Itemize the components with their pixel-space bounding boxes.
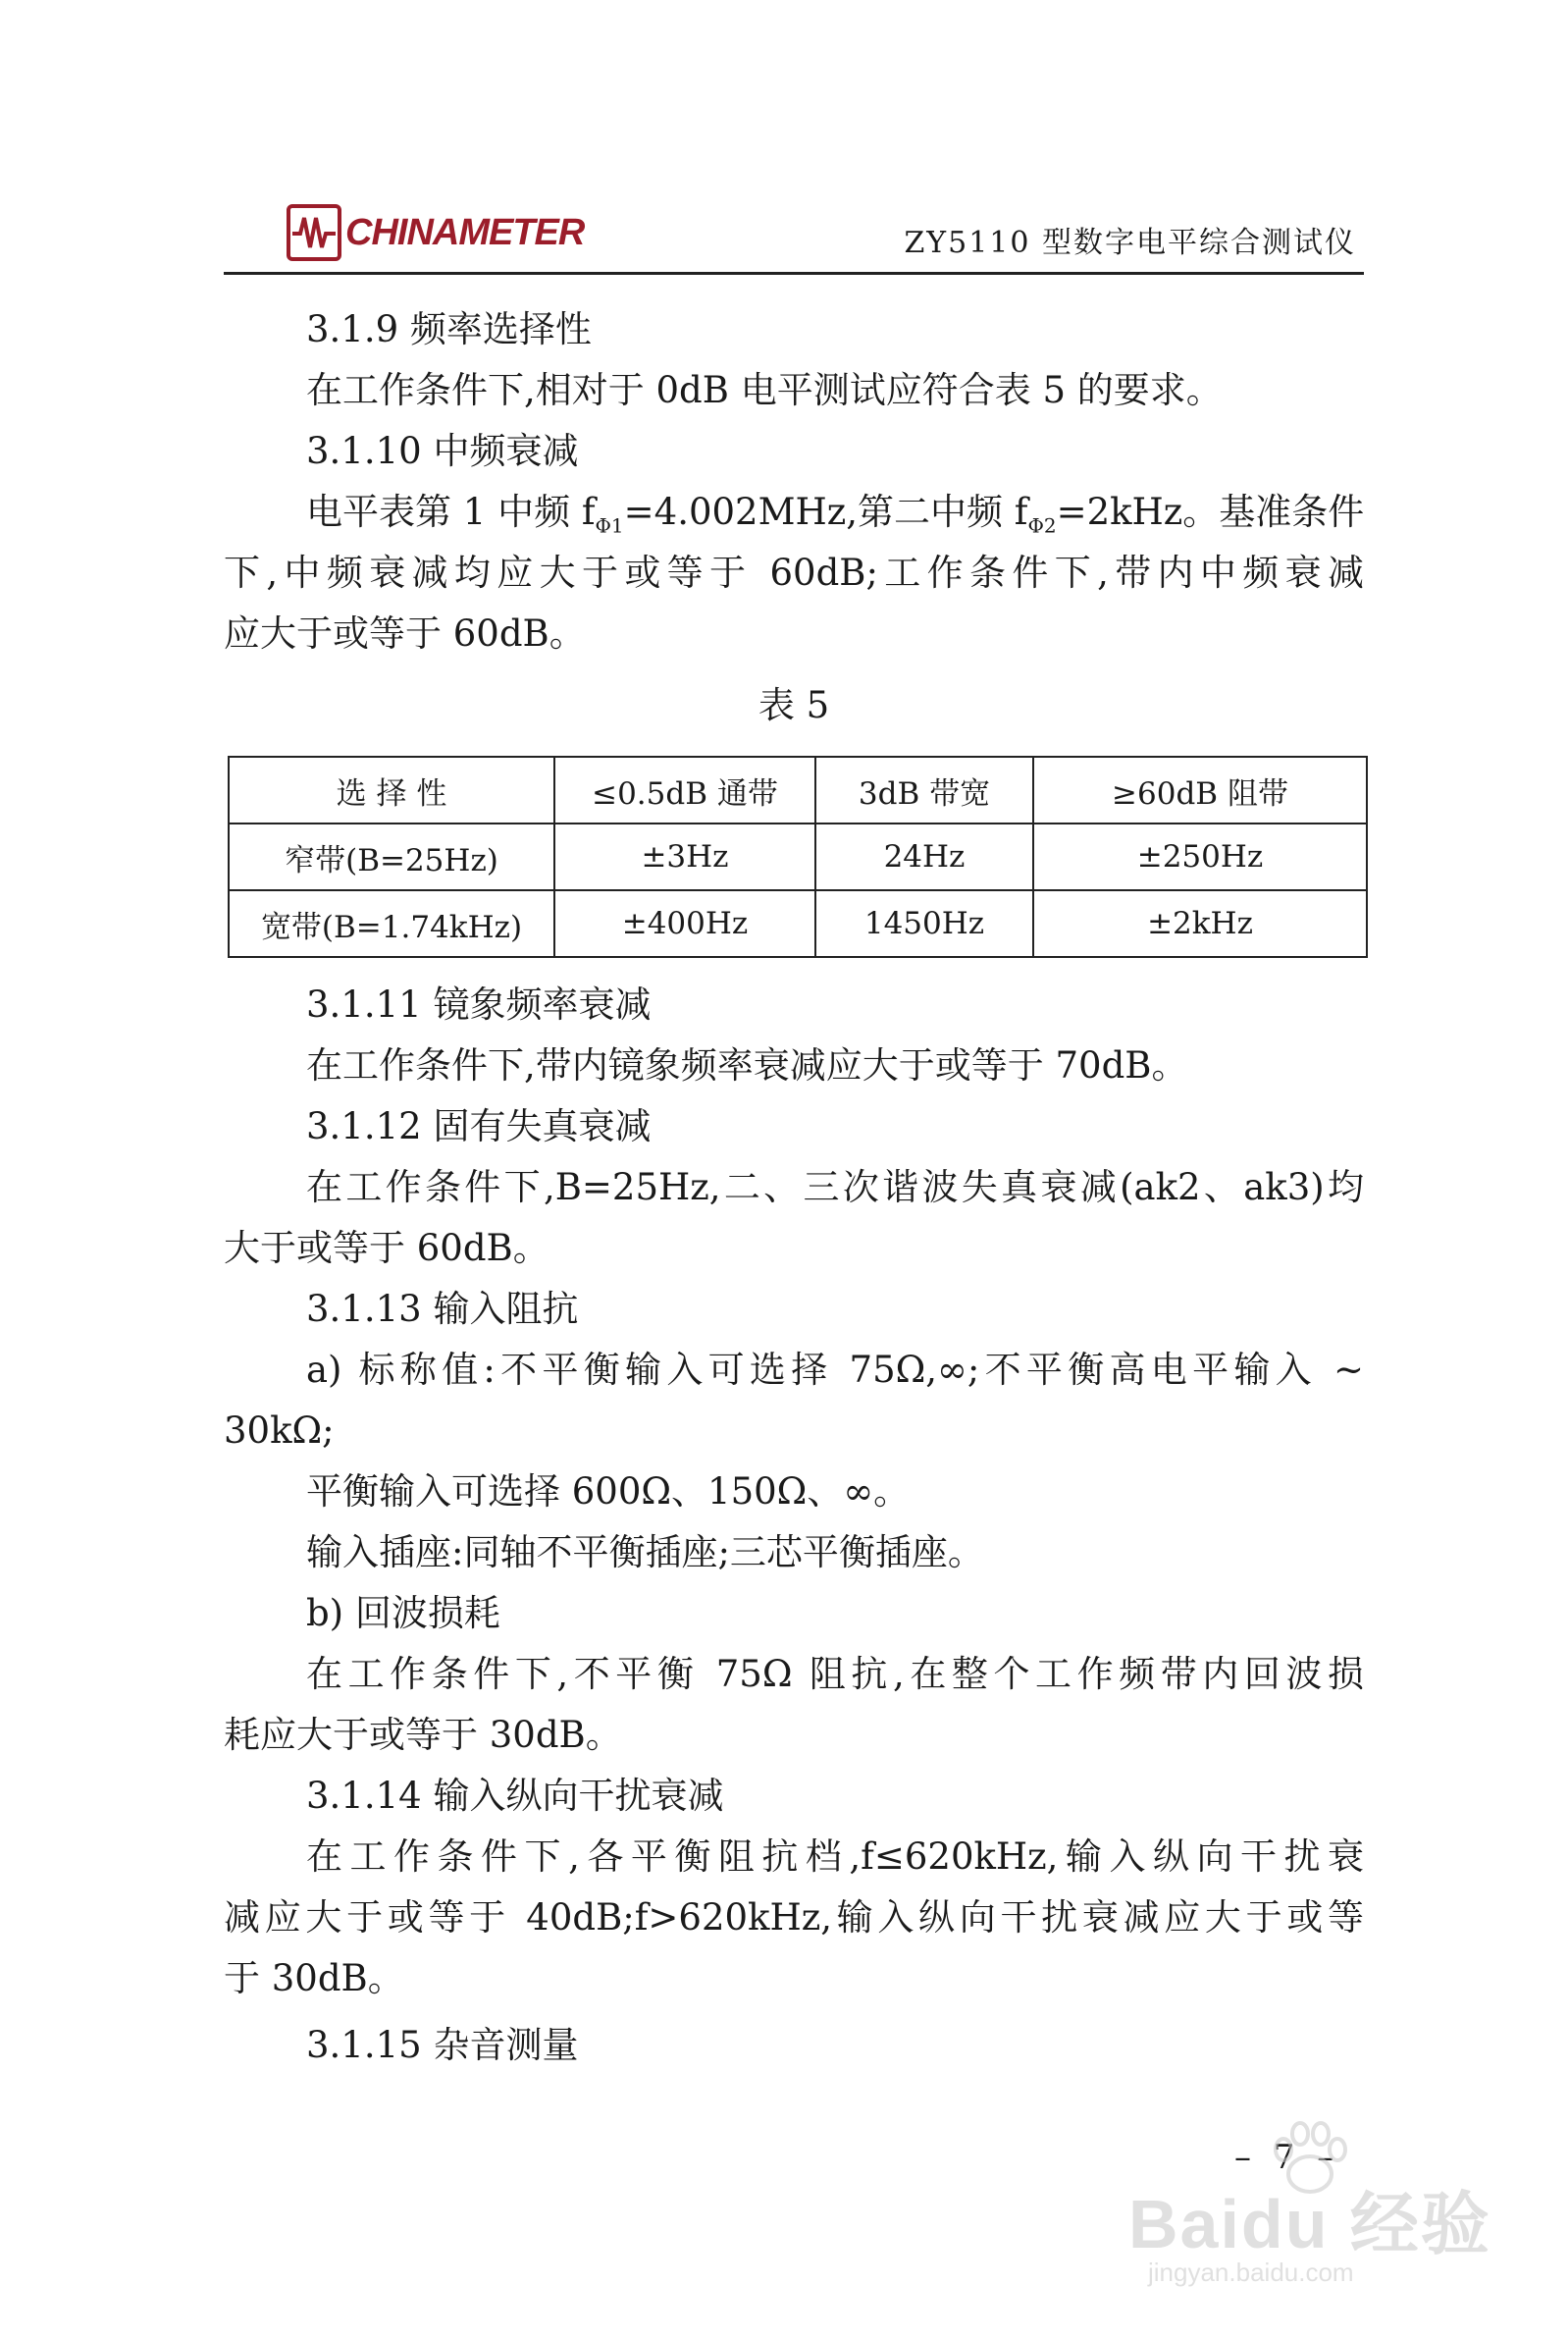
section-3-1-13-b: b) 回波损耗 — [306, 1592, 500, 1634]
section-3-1-13-balanced: 平衡输入可选择 600Ω、150Ω、∞。 — [306, 1470, 911, 1513]
section-3-1-9-text: 在工作条件下,相对于 0dB 电平测试应符合表 5 的要求。 — [306, 369, 1223, 411]
section-3-1-13-b-line2: 耗应大于或等于 30dB。 — [224, 1714, 622, 1756]
baidu-watermark — [1128, 2120, 1501, 2316]
section-3-1-14-line3: 于 30dB。 — [224, 1957, 404, 1999]
selectivity-table — [228, 756, 1368, 958]
table-cell: 1450Hz — [815, 890, 1033, 957]
section-3-1-11-text: 在工作条件下,带内镜象频率衰减应大于或等于 70dB。 — [306, 1044, 1188, 1087]
table-header-cell: 3dB 带宽 — [815, 757, 1033, 824]
section-3-1-14-line1: 在工作条件下,各平衡阻抗档,f≤620kHz,输入纵向干扰衰 — [306, 1835, 1364, 1878]
if-text-c: =2kHz。基准条件 — [1056, 491, 1365, 533]
table-header-cell: 选 择 性 — [229, 757, 554, 824]
if-text-b: =4.002MHz,第二中频 f — [623, 491, 1028, 533]
if-text-a: 电平表第 1 中频 f — [306, 491, 596, 533]
section-3-1-14-line2: 减应大于或等于 40dB;f>620kHz,输入纵向干扰衰减应大于或等 — [224, 1896, 1364, 1939]
table-cell: 宽带(B=1.74kHz) — [229, 890, 554, 957]
waveform-logo-icon — [287, 204, 341, 261]
section-3-1-10-line2: 下,中频衰减均应大于或等于 60dB;工作条件下,带内中频衰减 — [224, 552, 1364, 594]
section-3-1-10-line3: 应大于或等于 60dB。 — [224, 612, 586, 655]
header-divider — [224, 272, 1364, 275]
table-header-row — [229, 757, 1367, 824]
section-3-1-14-heading: 3.1.14 输入纵向干扰衰减 — [306, 1775, 724, 1817]
table-cell: ±2kHz — [1033, 890, 1367, 957]
section-3-1-12-heading: 3.1.12 固有失真衰减 — [306, 1105, 652, 1147]
section-3-1-13-b-line1: 在工作条件下,不平衡 75Ω 阻抗,在整个工作频带内回波损 — [306, 1653, 1364, 1695]
section-3-1-13-a-line1: a) 标称值:不平衡输入可选择 75Ω,∞;不平衡高电平输入 ~ — [306, 1349, 1364, 1391]
section-3-1-12-line2: 大于或等于 60dB。 — [224, 1227, 549, 1269]
table-header-cell: ≤0.5dB 通带 — [554, 757, 815, 824]
if-sub-1: Φ1 — [595, 513, 624, 538]
section-3-1-11-heading: 3.1.11 镜象频率衰减 — [306, 983, 652, 1026]
section-3-1-13-heading: 3.1.13 输入阻抗 — [306, 1288, 579, 1330]
watermark-url: jingyan.baidu.com — [1148, 2258, 1354, 2287]
brand-name: CHINAMETER — [345, 211, 585, 253]
table-cell: ±250Hz — [1033, 824, 1367, 890]
table-row — [229, 890, 1367, 957]
document-title: ZY5110 型数字电平综合测试仪 — [904, 226, 1356, 260]
table-cell: ±400Hz — [554, 890, 815, 957]
table-caption: 表 5 — [758, 684, 830, 726]
table-cell: 24Hz — [815, 824, 1033, 890]
section-3-1-13-sockets: 输入插座:同轴不平衡插座;三芯平衡插座。 — [306, 1531, 984, 1573]
section-3-1-12-line1: 在工作条件下,B=25Hz,二、三次谐波失真衰减(ak2、ak3)均 — [306, 1166, 1364, 1208]
page-header — [224, 194, 1364, 275]
if-sub-2: Φ2 — [1027, 513, 1057, 538]
section-3-1-15-heading: 3.1.15 杂音测量 — [306, 2024, 579, 2066]
section-3-1-10-heading: 3.1.10 中频衰减 — [306, 430, 579, 472]
page-number: – 7 – — [1234, 2138, 1340, 2177]
section-3-1-9-heading: 3.1.9 频率选择性 — [306, 308, 592, 350]
watermark-brand: Baidu 经验 — [1128, 2186, 1491, 2262]
chinameter-logo — [287, 204, 584, 261]
table-cell: ±3Hz — [554, 824, 815, 890]
table-header-cell: ≥60dB 阻带 — [1033, 757, 1367, 824]
table-row — [229, 824, 1367, 890]
section-3-1-10-line1 — [306, 489, 1364, 549]
table-cell: 窄带(B=25Hz) — [229, 824, 554, 890]
section-3-1-13-a-line2: 30kΩ; — [224, 1409, 335, 1452]
